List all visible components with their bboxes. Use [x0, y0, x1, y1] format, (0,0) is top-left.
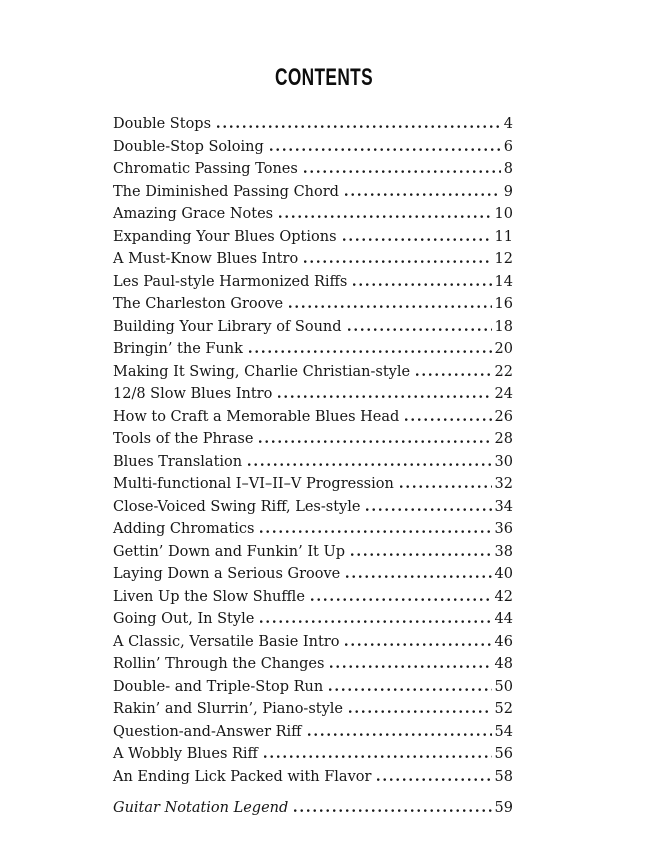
- toc-entry-page: 38: [494, 543, 513, 560]
- toc-entry: [113, 634, 513, 657]
- toc-entry-page: 44: [494, 611, 513, 627]
- toc-entry: [113, 701, 513, 724]
- toc-entry: [113, 206, 513, 229]
- toc-entry-page: 18: [494, 318, 513, 335]
- toc-entry-page: 36: [494, 521, 513, 537]
- toc-entry-label: Double- and Triple-Stop Run: [113, 678, 324, 695]
- dot-leader: [311, 598, 492, 601]
- dot-leader: [343, 238, 492, 241]
- dot-leader: [405, 418, 491, 421]
- toc-entry: [113, 386, 513, 409]
- toc-entry-page: 46: [494, 633, 513, 650]
- dot-leader: [329, 688, 491, 691]
- toc-entry-page: 20: [494, 341, 513, 357]
- toc-entry-label: Double-Stop Soloing: [113, 138, 264, 155]
- toc-entry-label: How to Craft a Memorable Blues Head: [113, 408, 400, 425]
- toc-entry: [113, 476, 513, 499]
- toc-entry: [113, 116, 513, 139]
- toc-entry-page: 30: [494, 453, 513, 470]
- toc-entry: [113, 161, 513, 184]
- dot-leader: [260, 620, 491, 623]
- dot-leader: [416, 373, 491, 376]
- page-title-container: [0, 64, 648, 92]
- dot-leader: [304, 260, 491, 263]
- toc-entry-page: 28: [494, 431, 513, 447]
- toc-entry-page: 22: [494, 363, 513, 380]
- dot-leader: [279, 215, 491, 218]
- dot-leader: [345, 643, 491, 646]
- toc-entry-page: 16: [494, 296, 513, 312]
- toc-entry-page: 34: [494, 498, 513, 515]
- toc-entry-label: Expanding Your Blues Options: [113, 228, 337, 245]
- toc-entry-label: Tools of the Phrase: [113, 431, 254, 447]
- toc-entry: [113, 274, 513, 297]
- dot-leader: [348, 328, 492, 331]
- toc-entry: [113, 364, 513, 387]
- table-of-contents: [113, 116, 513, 823]
- toc-entry-label: Close-Voiced Swing Riff, Les-style: [113, 498, 361, 515]
- toc-entry-label: Guitar Notation Legend: [113, 800, 289, 816]
- toc-entry-page: 52: [494, 701, 513, 717]
- toc-entry: [113, 229, 513, 252]
- dot-leader: [294, 809, 491, 812]
- toc-entry-label: Rollin’ Through the Changes: [113, 656, 325, 672]
- toc-entry: [113, 724, 513, 747]
- dot-leader: [217, 125, 501, 128]
- toc-entry-page: 24: [494, 386, 513, 402]
- toc-entry-label: Gettin’ Down and Funkin’ It Up: [113, 543, 345, 560]
- toc-entry-label: The Diminished Passing Chord: [113, 183, 339, 200]
- toc-entry-page: 9: [503, 183, 513, 200]
- dot-leader: [349, 710, 492, 713]
- toc-entry-label: Multi-functional I–VI–II–V Progression: [113, 476, 394, 492]
- toc-entry-label: The Charleston Groove: [113, 296, 284, 312]
- toc-entry-label: Building Your Library of Sound: [113, 318, 342, 335]
- dot-leader: [351, 553, 492, 556]
- toc-entry-page: 6: [503, 138, 513, 155]
- toc-entry: [113, 341, 513, 364]
- toc-entry-page: 54: [494, 723, 513, 740]
- toc-entry-page: 10: [494, 206, 513, 222]
- toc-entry-label: Adding Chromatics: [113, 521, 255, 537]
- toc-entry: [113, 589, 513, 612]
- toc-entry-page: 50: [494, 678, 513, 695]
- toc-entry-page: 14: [494, 273, 513, 290]
- toc-entry-page: 59: [494, 800, 513, 816]
- toc-entry: [113, 319, 513, 342]
- toc-entry: [113, 611, 513, 634]
- toc-entry: [113, 746, 513, 769]
- toc-entry-label: Rakin’ and Slurrin’, Piano-style: [113, 701, 344, 717]
- toc-entry-label: Liven Up the Slow Shuffle: [113, 588, 305, 605]
- toc-entry-page: 11: [494, 228, 513, 245]
- toc-entry-label: Bringin’ the Funk: [113, 341, 243, 357]
- toc-entry: [113, 499, 513, 522]
- toc-entry: [113, 566, 513, 589]
- dot-leader: [400, 485, 492, 488]
- dot-leader: [278, 395, 491, 398]
- dot-leader: [308, 733, 492, 736]
- toc-entry-label: A Must-Know Blues Intro: [113, 251, 299, 267]
- toc-entry: [113, 521, 513, 544]
- toc-entry-page: 26: [494, 408, 513, 425]
- dot-leader: [260, 530, 491, 533]
- dot-leader: [366, 508, 491, 511]
- toc-entry: [113, 139, 513, 162]
- toc-entry-label: Chromatic Passing Tones: [113, 161, 298, 177]
- toc-entry-label: Blues Translation: [113, 453, 243, 470]
- toc-entry-label: Laying Down a Serious Groove: [113, 566, 341, 582]
- toc-entry-page: 48: [494, 656, 513, 672]
- dot-leader: [304, 170, 501, 173]
- toc-entry: [113, 409, 513, 432]
- toc-entry: [113, 544, 513, 567]
- dot-leader: [248, 463, 491, 466]
- toc-entry: [113, 656, 513, 679]
- page-title: CONTENTS: [275, 64, 373, 91]
- toc-entry-label: Going Out, In Style: [113, 611, 255, 627]
- toc-entry-page: 56: [494, 746, 513, 762]
- toc-entry: [113, 454, 513, 477]
- dot-leader: [289, 305, 491, 308]
- dot-leader: [377, 778, 491, 781]
- toc-entry-label: A Classic, Versatile Basie Intro: [113, 633, 340, 650]
- toc-entry: [113, 769, 513, 792]
- toc-entry-page: 4: [503, 116, 513, 132]
- toc-entry: [113, 251, 513, 274]
- toc-entry: [113, 296, 513, 319]
- toc-entry-label: Amazing Grace Notes: [113, 206, 274, 222]
- toc-entry-page: 12: [494, 251, 513, 267]
- toc-entry: [113, 184, 513, 207]
- toc-entry-label: Making It Swing, Charlie Christian-style: [113, 363, 411, 380]
- toc-entry-page: 32: [494, 476, 513, 492]
- dot-leader: [259, 440, 491, 443]
- dot-leader: [346, 575, 491, 578]
- toc-entry-label: 12/8 Slow Blues Intro: [113, 386, 273, 402]
- toc-entry-page: 42: [494, 588, 513, 605]
- dot-leader: [264, 755, 492, 758]
- toc-entry-page: 40: [494, 566, 513, 582]
- toc-entry-label: An Ending Lick Packed with Flavor: [113, 768, 372, 785]
- toc-entry-legend: [113, 800, 513, 823]
- dot-leader: [353, 283, 491, 286]
- dot-leader: [249, 350, 492, 353]
- toc-entry-label: Les Paul-style Harmonized Riffs: [113, 273, 348, 290]
- dot-leader: [345, 193, 501, 196]
- toc-entry-page: 8: [503, 161, 513, 177]
- toc-entry-list: [113, 116, 513, 791]
- toc-entry: [113, 431, 513, 454]
- toc-entry-label: Double Stops: [113, 116, 212, 132]
- toc-entry-page: 58: [494, 768, 513, 785]
- toc-entry-label: Question-and-Answer Riff: [113, 723, 302, 740]
- dot-leader: [270, 148, 501, 151]
- dot-leader: [330, 665, 491, 668]
- toc-entry-label: A Wobbly Blues Riff: [113, 746, 258, 762]
- toc-entry: [113, 679, 513, 702]
